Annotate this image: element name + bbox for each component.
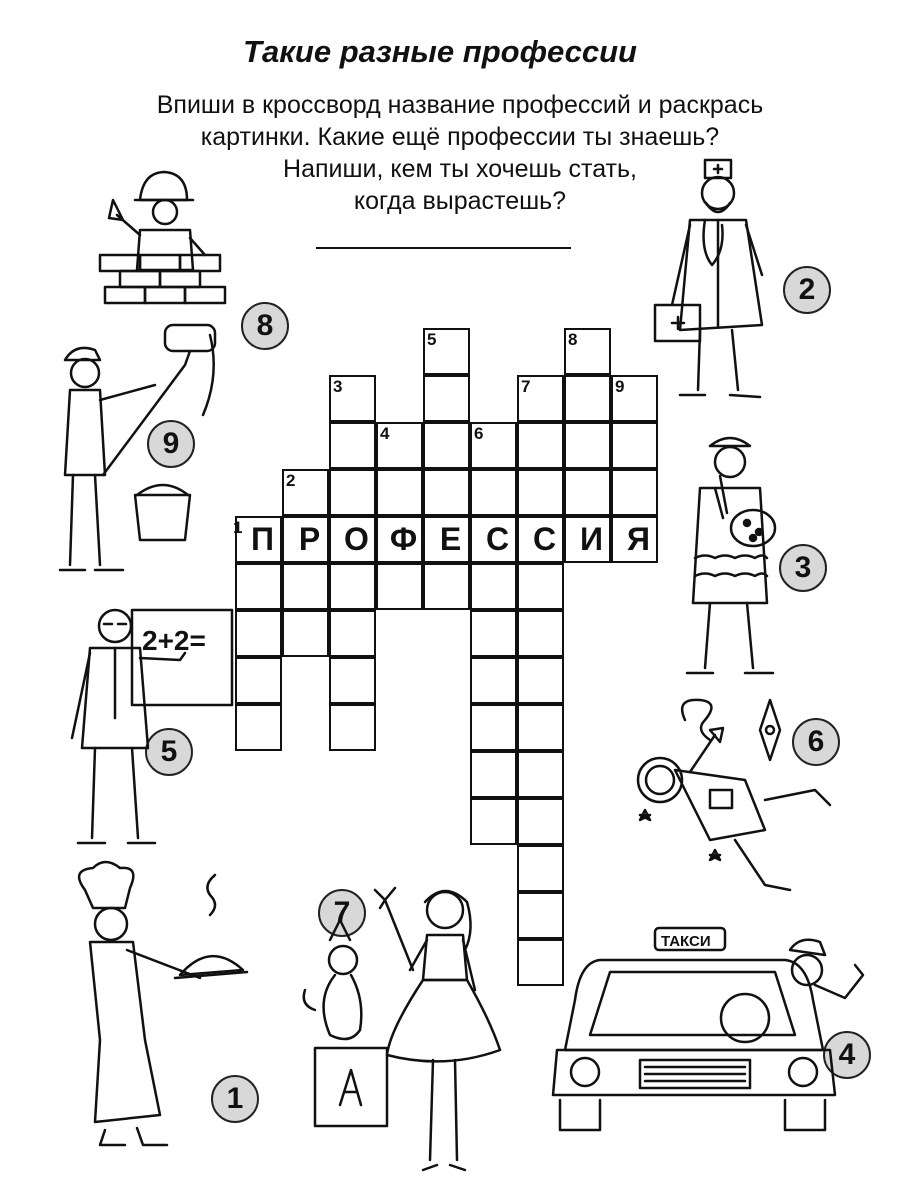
crossword-cell[interactable] (517, 751, 564, 798)
crossword-cell[interactable] (611, 469, 658, 516)
badge-2: 2 (783, 266, 831, 314)
clue-number: 1 (233, 518, 243, 537)
page-title: Такие разные профессии (243, 34, 637, 69)
badge-7: 7 (318, 889, 366, 937)
crossword-cell[interactable] (517, 469, 564, 516)
crossword-cell[interactable] (564, 375, 611, 422)
clue-number: 5 (427, 330, 437, 349)
instruction-line-1: Впиши в кроссворд название профессий и раскрась (156, 91, 764, 119)
badge-1: 1 (211, 1075, 259, 1123)
crossword-cell[interactable] (329, 469, 376, 516)
crossword-cell[interactable] (517, 657, 564, 704)
crossword-cell[interactable] (235, 563, 282, 610)
key-word-letter: С (485, 521, 510, 557)
crossword-cell[interactable] (470, 798, 517, 845)
doctor-icon (650, 155, 780, 415)
astronaut-icon (615, 690, 845, 910)
crossword-cell[interactable] (470, 610, 517, 657)
key-word-letter: Я (627, 521, 650, 557)
key-word-letter: Е (439, 521, 462, 557)
clue-number: 7 (521, 377, 531, 396)
key-word-letter: И (580, 521, 603, 557)
key-word-letter: Р (298, 521, 321, 557)
crossword-cell[interactable] (329, 422, 376, 469)
key-word-letter: Ф (389, 521, 418, 557)
crossword-cell[interactable] (517, 563, 564, 610)
cook-icon (65, 860, 255, 1160)
clue-number: 4 (380, 424, 390, 443)
crossword-cell[interactable] (470, 657, 517, 704)
crossword-cell[interactable] (235, 610, 282, 657)
clue-number: 3 (333, 377, 343, 396)
badge-9: 9 (147, 420, 195, 468)
taxi-icon (545, 920, 875, 1150)
crossword-cell[interactable] (517, 422, 564, 469)
crossword-cell[interactable] (329, 704, 376, 751)
crossword-cell[interactable] (329, 563, 376, 610)
crossword-cell[interactable] (423, 469, 470, 516)
crossword-cell[interactable] (470, 751, 517, 798)
teacher-icon (60, 598, 235, 858)
crossword-cell[interactable] (470, 563, 517, 610)
crossword-cell[interactable] (564, 469, 611, 516)
badge-3: 3 (779, 544, 827, 592)
instruction-line-4: когда вырастешь? (353, 187, 567, 215)
instruction-line-3: Напиши, кем ты хочешь стать, (283, 155, 637, 183)
clue-number: 2 (286, 471, 296, 490)
crossword-cell[interactable] (423, 422, 470, 469)
crossword-cell[interactable] (282, 563, 329, 610)
crossword-cell[interactable] (423, 563, 470, 610)
crossword-cell[interactable] (517, 704, 564, 751)
clue-number: 9 (615, 377, 625, 396)
crossword-cell[interactable] (376, 469, 423, 516)
crossword-cell[interactable] (611, 422, 658, 469)
badge-6: 6 (792, 718, 840, 766)
badge-4: 4 (823, 1031, 871, 1079)
artist-icon (675, 428, 785, 683)
crossword-cell[interactable] (470, 469, 517, 516)
crossword-cell[interactable] (517, 798, 564, 845)
crossword-cell[interactable] (329, 657, 376, 704)
builder-icon (95, 160, 235, 310)
instruction-line-2: картинки. Какие ещё профессии ты знаешь? (200, 123, 720, 151)
crossword-cell[interactable] (329, 610, 376, 657)
crossword-cell[interactable] (564, 422, 611, 469)
taxi-sign-text: ТАКСИ (661, 933, 711, 950)
crossword-cell[interactable] (517, 845, 564, 892)
badge-5: 5 (145, 728, 193, 776)
trainer-icon (295, 880, 505, 1190)
crossword-cell[interactable] (517, 610, 564, 657)
badge-8: 8 (241, 302, 289, 350)
crossword-cell[interactable] (423, 375, 470, 422)
painter-icon (55, 315, 225, 580)
key-word-letter: О (344, 521, 369, 557)
crossword-cell[interactable] (470, 704, 517, 751)
crossword-cell[interactable] (282, 610, 329, 657)
crossword-cell[interactable] (235, 704, 282, 751)
clue-number: 6 (474, 424, 484, 443)
crossword-cell[interactable] (376, 563, 423, 610)
key-word-letter: С (532, 521, 557, 557)
crossword-cell[interactable] (235, 657, 282, 704)
clue-number: 8 (568, 330, 578, 349)
teacher-board-text: 2+2= (142, 625, 206, 656)
key-word-letter: П (251, 521, 274, 557)
